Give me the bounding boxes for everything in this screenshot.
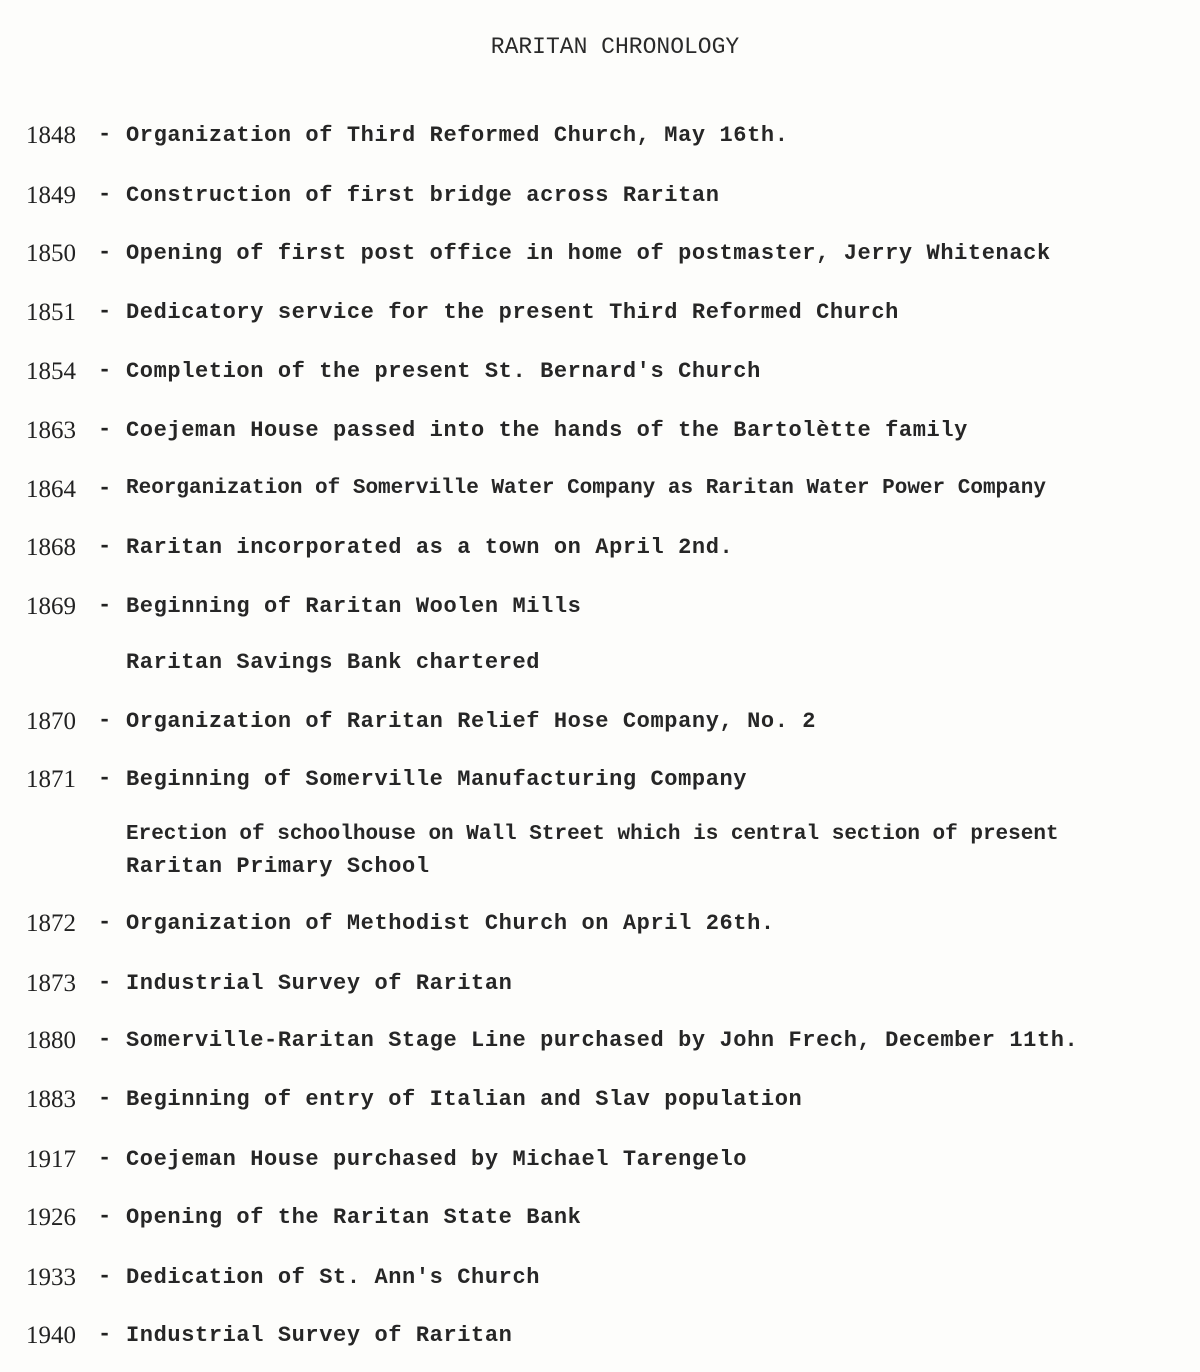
chronology-entry	[0, 534, 1200, 564]
entry-text: Raritan incorporated as a town on April 2nd.	[126, 535, 734, 560]
entry-dash: -	[98, 1027, 112, 1052]
chronology-entry	[0, 593, 1200, 623]
entry-text: Opening of first post office in home of postmaster, Jerry Whitenack	[126, 241, 1051, 266]
chronology-entry	[0, 240, 1200, 270]
document-title: RARITAN CHRONOLOGY	[490, 34, 740, 60]
entry-year: 1933	[26, 1264, 76, 1291]
entry-text: Beginning of Raritan Woolen Mills	[126, 594, 582, 619]
chronology-entry	[0, 182, 1200, 212]
entry-text: Reorganization of Somerville Water Company as Raritan Water Power Company	[126, 477, 1046, 500]
entry-year: 1917	[26, 1146, 76, 1173]
entry-year: 1854	[26, 358, 76, 385]
entry-dash: -	[98, 766, 112, 791]
entry-year: 1880	[26, 1027, 76, 1054]
entry-dash: -	[98, 910, 112, 935]
entry-text: Somerville-Raritan Stage Line purchased by John Frech, December 11th.	[126, 1028, 1079, 1053]
chronology-entry	[0, 1264, 1200, 1294]
entry-dash: -	[98, 1264, 112, 1289]
entry-year: 1940	[26, 1322, 76, 1349]
entry-year: 1868	[26, 534, 76, 561]
entry-text: Beginning of Somerville Manufacturing Company	[126, 767, 748, 792]
entry-dash: -	[98, 534, 112, 559]
entry-text: Dedicatory service for the present Third Reformed Church	[126, 300, 899, 325]
entry-year: 1883	[26, 1086, 76, 1113]
chronology-entry	[0, 766, 1200, 796]
chronology-entry	[0, 970, 1200, 1000]
entry-dash: -	[98, 417, 112, 442]
chronology-entry	[0, 708, 1200, 738]
entry-year: 1926	[26, 1204, 76, 1231]
chronology-entry	[0, 299, 1200, 329]
entry-year: 1848	[26, 122, 76, 149]
entry-dash: -	[98, 1086, 112, 1111]
entry-text: Dedication of St. Ann's Church	[126, 1265, 541, 1290]
chronology-entry	[0, 1204, 1200, 1234]
entry-text: Coejeman House passed into the hands of the Bartolètte family	[126, 418, 968, 443]
chronology-entry	[0, 1322, 1200, 1352]
entry-text: Completion of the present St. Bernard's Church	[126, 359, 761, 384]
entry-dash: -	[98, 593, 112, 618]
entry-year: 1873	[26, 970, 76, 997]
entry-year: 1851	[26, 299, 76, 326]
entry-text: Industrial Survey of Raritan	[126, 971, 513, 996]
entry-continuation: Erection of schoolhouse on Wall Street which is central section of present	[126, 823, 1059, 846]
entry-text: Industrial Survey of Raritan	[126, 1323, 513, 1348]
entry-continuation: Raritan Primary School	[126, 854, 430, 879]
entry-dash: -	[98, 1204, 112, 1229]
chronology-entry	[0, 1086, 1200, 1116]
entry-text: Coejeman House purchased by Michael Tarengelo	[126, 1147, 748, 1172]
chronology-entry	[0, 358, 1200, 388]
entry-dash: -	[98, 1322, 112, 1347]
chronology-entry	[0, 910, 1200, 940]
entry-text: Beginning of entry of Italian and Slav population	[126, 1087, 803, 1112]
entry-dash: -	[98, 476, 112, 501]
entry-text: Organization of Third Reformed Church, May 16th.	[126, 123, 789, 148]
entry-dash: -	[98, 1146, 112, 1171]
entry-continuation: Raritan Savings Bank chartered	[126, 650, 541, 675]
entry-year: 1863	[26, 417, 76, 444]
entry-text: Organization of Methodist Church on April 26th.	[126, 911, 775, 936]
entry-text: Construction of first bridge across Raritan	[126, 183, 720, 208]
entry-year: 1870	[26, 708, 76, 735]
entry-text: Opening of the Raritan State Bank	[126, 1205, 582, 1230]
entry-dash: -	[98, 970, 112, 995]
entry-year: 1871	[26, 766, 76, 793]
entry-year: 1849	[26, 182, 76, 209]
chronology-entry	[0, 122, 1200, 152]
entry-year: 1869	[26, 593, 76, 620]
entry-dash: -	[98, 299, 112, 324]
chronology-entry	[0, 417, 1200, 447]
entry-dash: -	[98, 122, 112, 147]
entry-year: 1864	[26, 476, 76, 503]
entry-dash: -	[98, 358, 112, 383]
chronology-entry	[0, 1027, 1200, 1057]
entry-year: 1872	[26, 910, 76, 937]
entry-dash: -	[98, 182, 112, 207]
entry-dash: -	[98, 240, 112, 265]
chronology-entry	[0, 1146, 1200, 1176]
entry-dash: -	[98, 708, 112, 733]
entry-year: 1850	[26, 240, 76, 267]
entry-text: Organization of Raritan Relief Hose Company, No. 2	[126, 709, 817, 734]
chronology-entry	[0, 476, 1200, 506]
